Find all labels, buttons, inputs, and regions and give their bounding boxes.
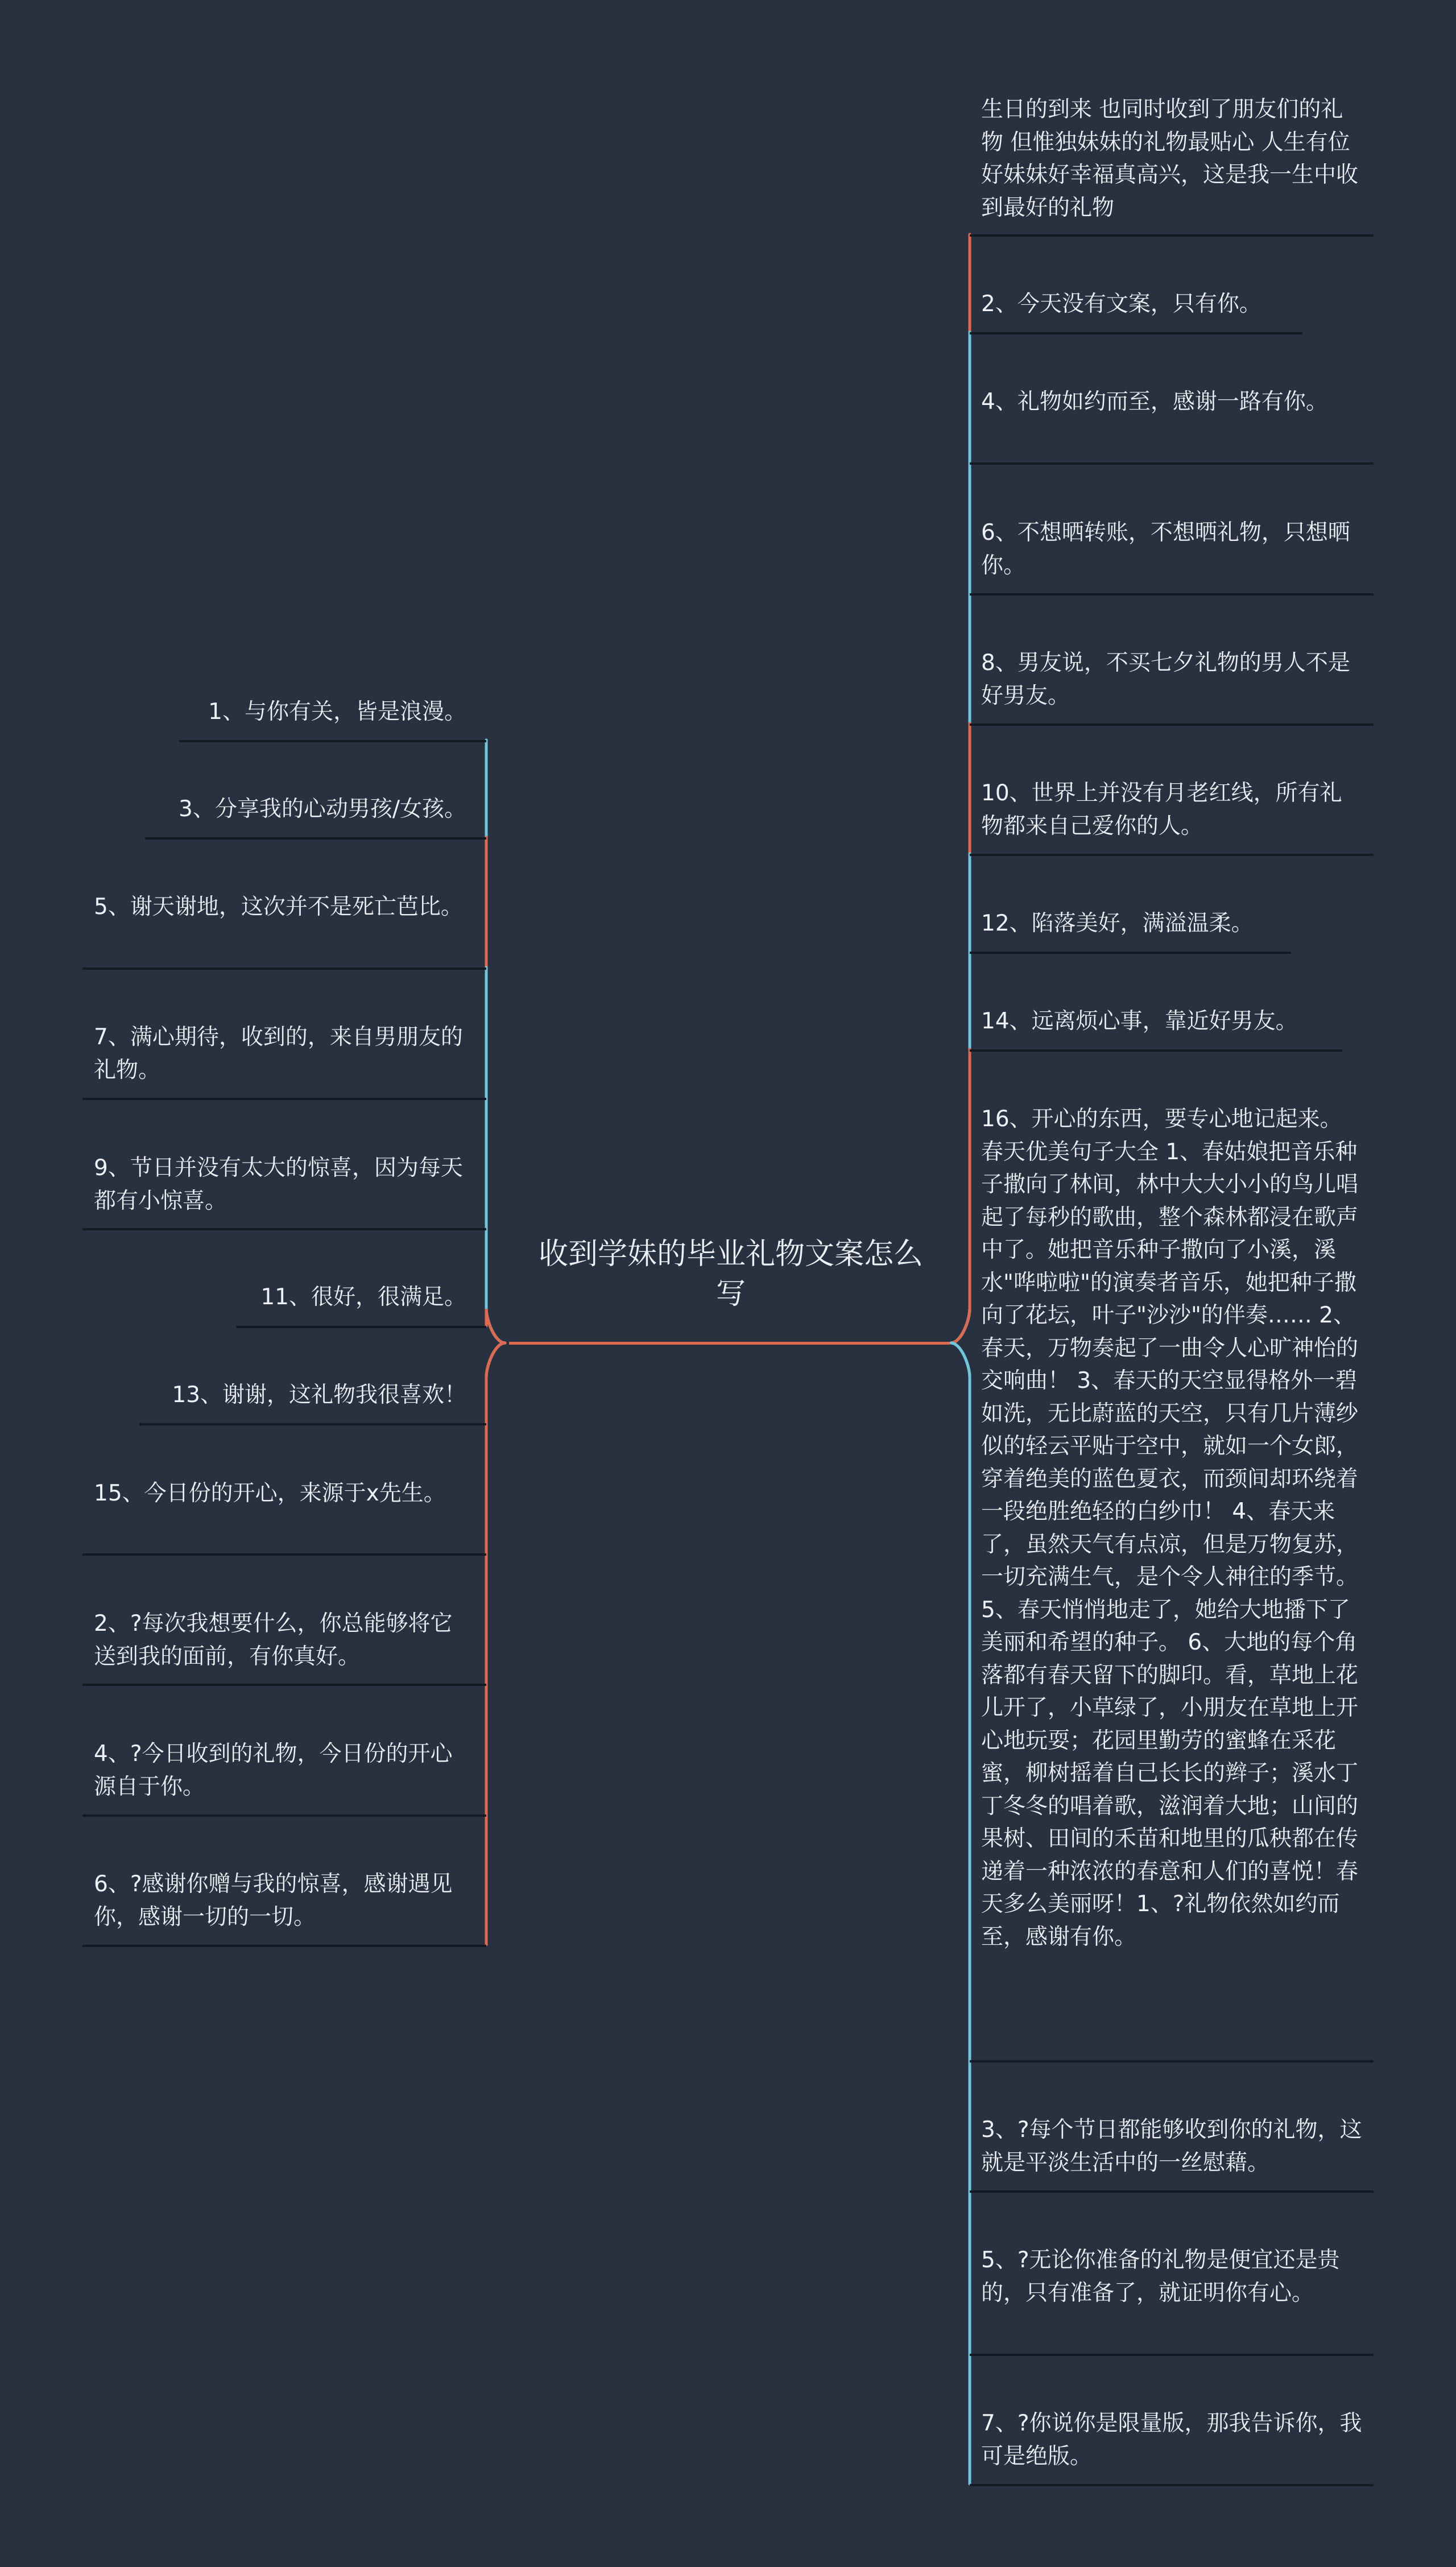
left-node-11[interactable]: 11、很好，很满足。 <box>260 1284 466 1310</box>
right-node-2-underline <box>970 332 1302 334</box>
left-branch-line <box>486 1309 505 1343</box>
right-node-8[interactable]: 8、男友说，不买七夕礼物的男人不是好男友。 <box>981 650 1350 709</box>
left-node-3-underline <box>145 837 486 840</box>
left-node-4b-underline <box>82 1814 486 1817</box>
right-node-16[interactable]: 16、开心的东西，要专心地记起来。春天优美句子大全 1、春姑娘把音乐种子撒向了林间，林中大大小小的鸟儿唱起了每秒的歌曲，整个森林都浸在歌声中了。她把音乐种子撒向了小溪，溪水"哗啦啦"的演奏者音乐，她把种子撒向了花坛，叶子"沙沙"的伴奏…… 2、春天，万物奏起了一曲令人心旷神怡的交响曲！ 3、春天的天空显得格外一碧如洗，无比蔚蓝的天空，只有几片薄纱似的轻云平贴于空中，就如一个女郎，穿着绝美的蓝色夏衣，而颈间却环绕着一段绝胜绝轻的白纱巾！ 4、春天来了，虽然天气有点凉，但是万物复苏，一切充满生气，是个令人神往的季节。 5、春天悄悄地走了，她给大地播下了美丽和希望的种子。 6、大地的每个角落都有春天留下的脚印。看，草地上花儿开了，小草绿了，小朋友在草地上开心地玩耍；花园里勤劳的蜜蜂在采花蜜，柳树摇着自己长长的辫子；溪水丁丁冬冬的唱着歌，滋润着大地；山间的果树、田间的禾苗和地里的瓜秧都在传递着一种浓浓的春意和人们的喜悦！春天多么美丽呀！1、?礼物依然如约而至，感谢有你。 <box>981 1106 1359 1950</box>
left-node-15-underline <box>82 1553 486 1556</box>
right-node-16-underline <box>970 2060 1374 2062</box>
right-node-12[interactable]: 12、陷落美好，满溢温柔。 <box>981 911 1254 936</box>
left-branch-line <box>486 1343 505 1945</box>
right-branch-line <box>951 952 970 1343</box>
right-node-3b[interactable]: 3、?每个节日都能够收到你的礼物，这就是平淡生活中的一丝慰藉。 <box>981 2117 1362 2176</box>
left-node-2b[interactable]: 2、?每次我想要什么，你总能够将它送到我的面前，有你真好。 <box>94 1611 453 1669</box>
left-node-6b[interactable]: 6、?感谢你赠与我的惊喜，感谢遇见你，感谢一切的一切。 <box>94 1871 453 1930</box>
right-node-14[interactable]: 14、远离烦心事，靠近好男友。 <box>981 1008 1298 1034</box>
right-node-intro-underline <box>970 234 1374 237</box>
right-branch-line <box>951 593 970 1343</box>
right-node-7b-underline <box>970 2484 1374 2486</box>
right-node-6[interactable]: 6、不想晒转账，不想晒礼物，只想晒你。 <box>981 520 1350 578</box>
right-node-14-underline <box>970 1049 1342 1052</box>
right-branch-line <box>951 854 970 1343</box>
left-branch-line <box>486 968 505 1343</box>
left-node-13[interactable]: 13、谢谢，这礼物我很喜欢！ <box>172 1382 466 1408</box>
left-node-15[interactable]: 15、今日份的开心，来源于x先生。 <box>94 1481 446 1506</box>
left-node-1-underline <box>179 740 486 742</box>
right-branch-line <box>951 1343 970 2060</box>
right-node-6-underline <box>970 593 1374 596</box>
left-branch-line <box>486 1343 505 1423</box>
right-node-10[interactable]: 10、世界上并没有月老红线，所有礼物都来自己爱你的人。 <box>981 780 1342 839</box>
left-branch-line <box>486 1343 505 1814</box>
left-node-11-underline <box>236 1326 486 1328</box>
right-node-12-underline <box>970 952 1291 954</box>
left-branch-line <box>486 740 505 1343</box>
right-branch-line <box>951 1343 970 2354</box>
right-node-3b-underline <box>970 2190 1374 2193</box>
left-node-5-underline <box>82 968 486 970</box>
left-branch-line <box>486 1343 505 1553</box>
left-node-1[interactable]: 1、与你有关，皆是浪漫。 <box>208 699 466 725</box>
right-branch-line <box>951 724 970 1343</box>
right-node-7b[interactable]: 7、?你说你是限量版，那我告诉你，我可是绝版。 <box>981 2411 1362 2469</box>
left-branch-line <box>486 837 505 1343</box>
right-node-intro[interactable]: 生日的到来 也同时收到了朋友们的礼物 但惟独妹妹的礼物最贴心 人生有位好妹妹好幸福真高兴，这是我一生中收到最好的礼物 <box>981 97 1359 221</box>
right-node-10-underline <box>970 854 1374 856</box>
left-branch-line <box>486 1098 505 1343</box>
right-branch-line <box>951 1049 970 1343</box>
left-node-13-underline <box>139 1423 486 1425</box>
left-node-4b[interactable]: 4、?今日收到的礼物，今日份的开心源自于你。 <box>94 1741 453 1800</box>
center-topic-link <box>509 1342 950 1345</box>
right-node-2[interactable]: 2、今天没有文案，只有你。 <box>981 291 1261 317</box>
left-branch-line <box>486 1343 505 1684</box>
right-node-5b[interactable]: 5、?无论你准备的礼物是便宜还是贵的，只有准备了，就证明你有心。 <box>981 2247 1340 2306</box>
right-node-4-underline <box>970 462 1374 465</box>
right-branch-line <box>951 1343 970 2484</box>
right-branch-line <box>951 332 970 1343</box>
right-node-5b-underline <box>970 2354 1374 2356</box>
right-branch-line <box>951 234 970 1343</box>
right-branch-line <box>951 1343 970 2190</box>
left-node-9[interactable]: 9、节日并没有太大的惊喜，因为每天都有小惊喜。 <box>94 1155 463 1214</box>
right-node-4[interactable]: 4、礼物如约而至，感谢一路有你。 <box>981 389 1328 415</box>
left-node-2b-underline <box>82 1684 486 1686</box>
center-topic[interactable]: 收到学妹的毕业礼物文案怎么写 <box>538 1237 923 1311</box>
left-node-3[interactable]: 3、分享我的心动男孩/女孩。 <box>179 796 466 822</box>
left-node-7-underline <box>82 1098 486 1100</box>
left-node-9-underline <box>82 1228 486 1230</box>
left-node-7[interactable]: 7、满心期待，收到的，来自男朋友的礼物。 <box>94 1024 463 1083</box>
right-node-8-underline <box>970 724 1374 726</box>
left-node-5[interactable]: 5、谢天谢地，这次并不是死亡芭比。 <box>94 894 463 920</box>
right-branch-line <box>951 462 970 1343</box>
left-node-6b-underline <box>82 1945 486 1947</box>
